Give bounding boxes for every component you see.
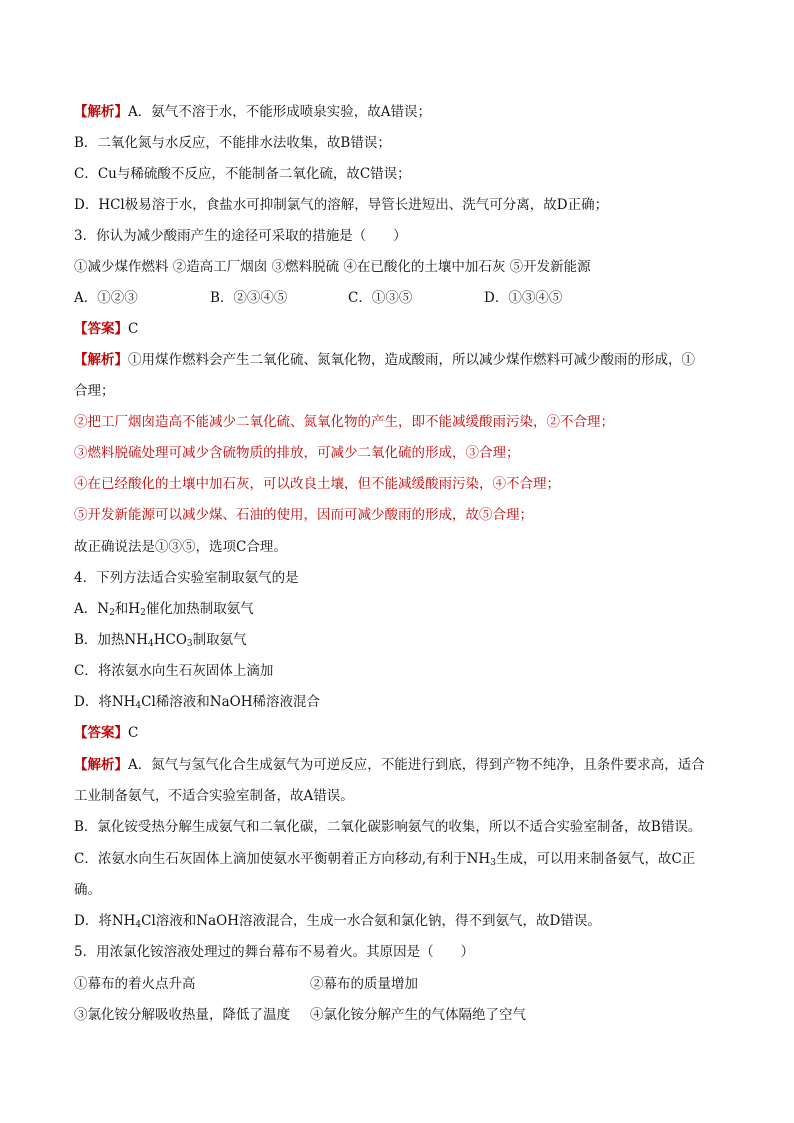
q3-option-a: A．①②③ <box>74 290 138 306</box>
q3-analysis-2: ②把工厂烟囱造高不能减少二氧化硫、氮氧化物的产生，即不能减缓酸雨污染，②不合理； <box>74 414 614 430</box>
q4-analysis-b: B．氯化铵受热分解生成氨气和二氧化碳，二氧化碳影响氨气的收集，所以不适合实验室制备，故B错误。 <box>74 819 702 835</box>
subscript: 3 <box>490 858 496 868</box>
q5-items-row-2 <box>74 1006 734 1024</box>
q3-analysis-5: ⑤开发新能源可以减少煤、石油的使用，因而可减少酸雨的形成，故⑤合理； <box>74 507 533 523</box>
text: B．加热NH <box>74 632 149 648</box>
answer-value: C <box>128 321 139 337</box>
q3-analysis-3: ③燃料脱硫处理可减少含硫物质的排放，可减少二氧化硫的形成，③合理； <box>74 445 520 461</box>
q3-stem: 3．你认为减少酸雨产生的途径可采取的措施是（ ） <box>74 228 407 244</box>
q4-option-d <box>74 693 734 711</box>
analysis-text: A．氮气与氢气化合生成氨气为可逆反应，不能进行到底，得到产物不纯净，且条件要求高，适合 <box>128 757 705 773</box>
q2-analysis-b: B．二氧化氮与水反应，不能排水法收集，故B错误； <box>74 135 391 151</box>
q5-item-1: ①幕布的着火点升高 <box>74 976 196 992</box>
answer-tag: 【答案】 <box>74 725 128 741</box>
analysis-text: ①用煤作燃料会产生二氧化硫、氮氧化物，造成酸雨，所以减少煤作燃料可减少酸雨的形成，① <box>128 352 695 368</box>
text: D．将NH <box>74 913 136 929</box>
analysis-tag: 【解析】 <box>74 104 128 120</box>
q5-item-3: ③氯化铵分解吸收热量，降低了温度 <box>74 1007 290 1023</box>
text: 制取氨气 <box>192 632 247 648</box>
text: 催化加热制取氨气 <box>145 601 254 617</box>
q3-analysis-4: ④在已经酸化的土壤中加石灰，可以改良土壤，但不能减缓酸雨污染，④不合理； <box>74 476 560 492</box>
q5-stem: 5．用浓氯化铵溶液处理过的舞台幕布不易着火。其原因是（ ） <box>74 944 475 960</box>
q4-analysis-c <box>74 850 734 868</box>
text: C．浓氨水向生石灰固体上滴加使氨水平衡朝着正方向移动,有利于NH <box>74 851 491 867</box>
q4-stem: 4．下列方法适合实验室制取氨气的是 <box>74 570 299 586</box>
q3-conclusion: 故正确说法是①③⑤，选项C合理。 <box>74 539 287 555</box>
analysis-text: A．氨气不溶于水，不能形成喷泉实验，故A错误； <box>128 104 431 120</box>
subscript: 4 <box>135 701 142 711</box>
q3-option-c: C．①③⑤ <box>348 290 413 306</box>
text: D．将NH <box>74 694 136 710</box>
analysis-tag: 【解析】 <box>74 352 128 368</box>
text: Cl稀溶液和NaOH稀溶液混合 <box>141 694 321 710</box>
text: HCO <box>153 632 187 648</box>
q4-answer <box>74 724 734 742</box>
q3-analysis-1b: 合理； <box>74 383 115 399</box>
text: Cl溶液和NaOH溶液混合，生成一水合氨和氯化钠，得不到氨气，故D错误。 <box>141 913 601 929</box>
q4-analysis-d <box>74 912 734 930</box>
q4-option-c: C．将浓氨水向生石灰固体上滴加 <box>74 663 274 679</box>
text: A．N <box>74 601 110 617</box>
q2-analysis-c: C．Cu与稀硫酸不反应，不能制备二氧化硫，故C错误； <box>74 166 411 182</box>
subscript: 2 <box>140 608 146 618</box>
answer-tag: 【答案】 <box>74 321 128 337</box>
q4-analysis-a <box>74 756 734 774</box>
q3-answer <box>74 320 734 338</box>
text: 生成，可以用来制备氨气，故C正 <box>495 851 696 867</box>
q3-option-d: D．①③④⑤ <box>484 290 563 306</box>
q4-option-b <box>74 631 734 649</box>
q5-items-row-1 <box>74 975 734 993</box>
answer-value: C <box>128 725 139 741</box>
q4-analysis-a2: 工业制备氨气，不适合实验室制备，故A错误。 <box>74 788 354 804</box>
q4-option-a <box>74 600 734 618</box>
q3-option-b: B．②③④⑤ <box>210 290 288 306</box>
q2-analysis-d: D．HCl极易溶于水，食盐水可抑制氯气的溶解，导管长进短出、洗气可分离，故D正确； <box>74 197 609 213</box>
q4-analysis-c2: 确。 <box>74 882 101 898</box>
q3-options <box>74 289 734 307</box>
q5-item-4: ④氯化铵分解产生的气体隔绝了空气 <box>310 1007 526 1023</box>
q2-analysis-a <box>74 103 734 121</box>
subscript: 2 <box>109 608 115 618</box>
q5-item-2: ②幕布的质量增加 <box>310 976 418 992</box>
text: 和H <box>114 601 141 617</box>
subscript: 4 <box>148 639 154 649</box>
subscript: 4 <box>135 920 142 930</box>
q3-analysis-1 <box>74 351 734 369</box>
analysis-tag: 【解析】 <box>74 757 128 773</box>
q3-items: ①减少煤作燃料 ②造高工厂烟囱 ③燃料脱硫 ④在已酸化的土壤中加石灰 ⑤开发新能源 <box>74 259 591 275</box>
subscript: 3 <box>186 639 193 649</box>
